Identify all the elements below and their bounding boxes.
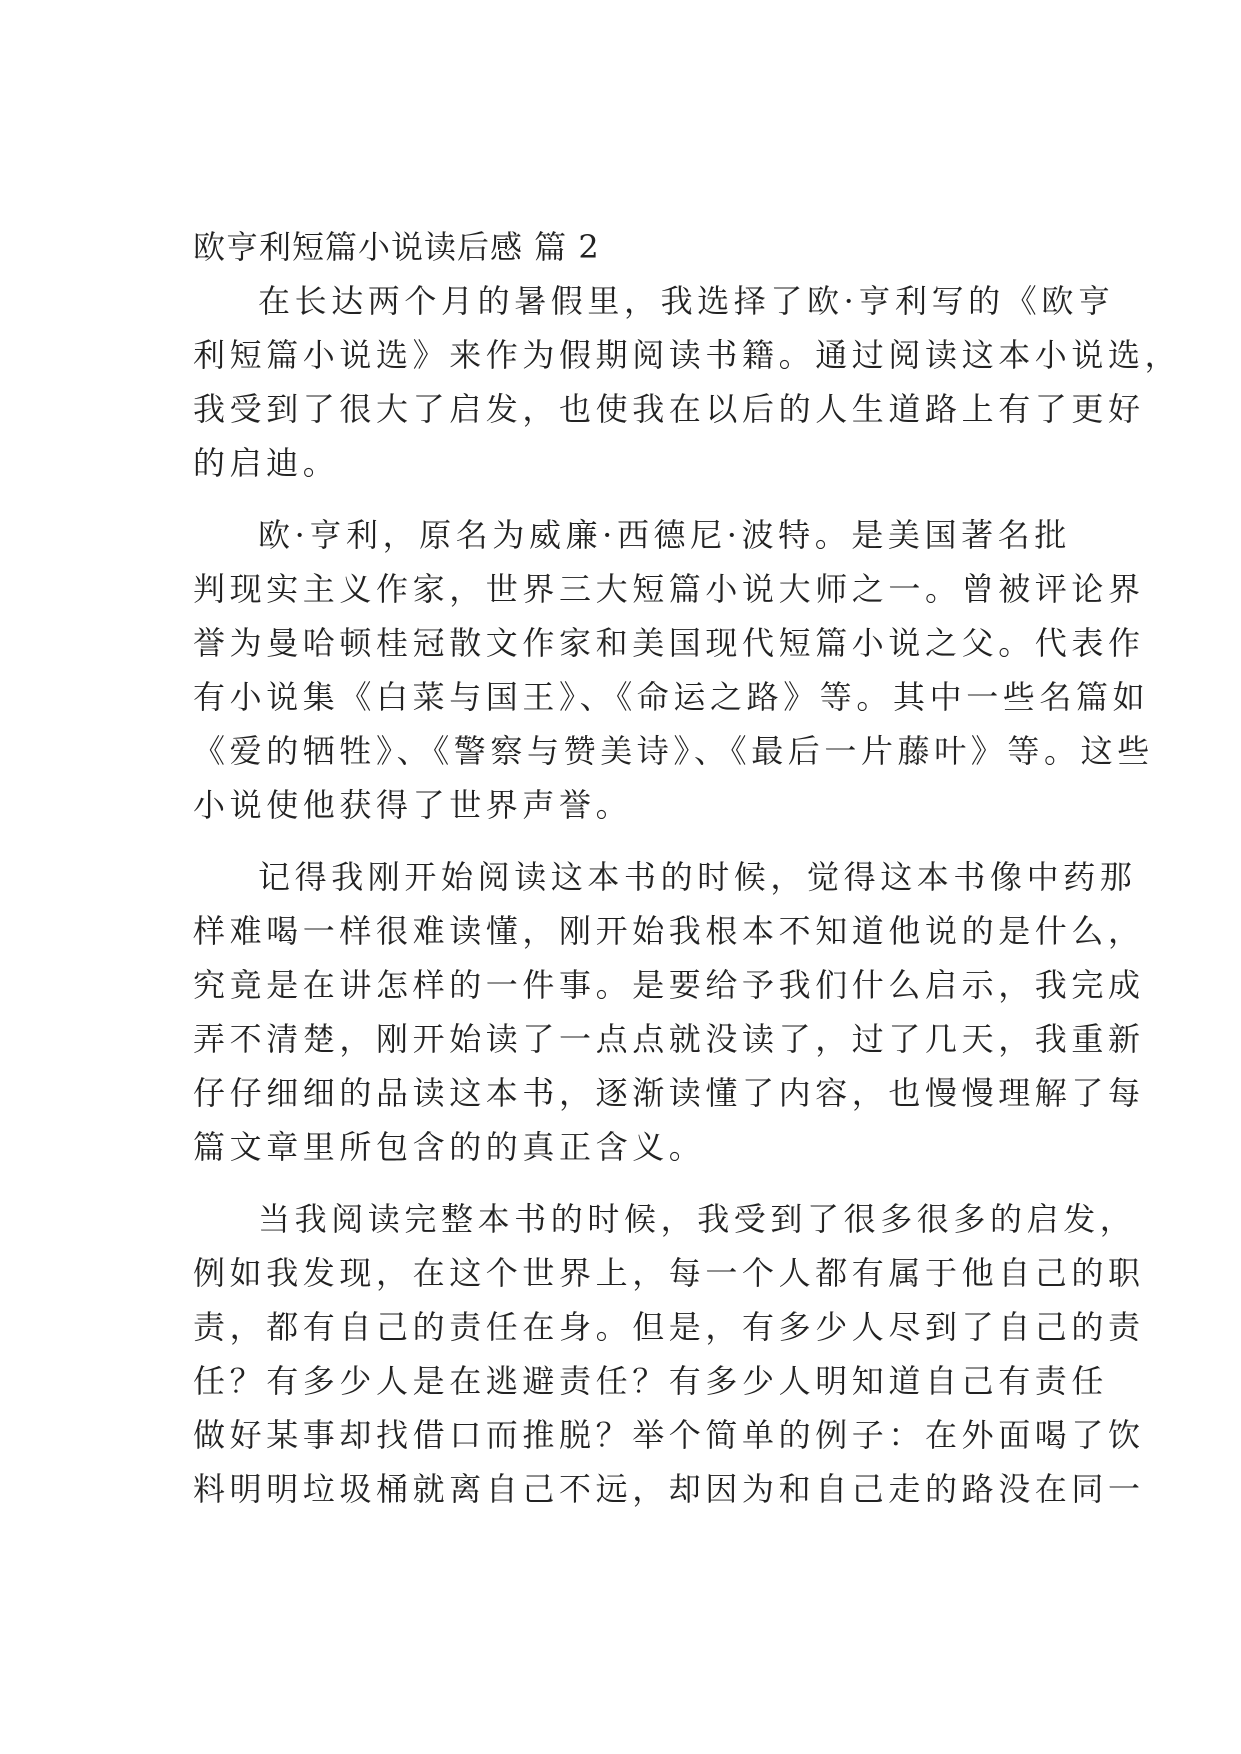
paragraph-line: 誉为曼哈顿桂冠散文作家和美国现代短篇小说之父。代表作 bbox=[193, 624, 1145, 662]
paragraph-line: 责，都有自己的责任在身。但是，有多少人尽到了自己的责 bbox=[193, 1308, 1145, 1346]
paragraph-line: 仔仔细细的品读这本书，逐渐读懂了内容，也慢慢理解了每 bbox=[193, 1074, 1145, 1112]
paragraph-line: 弄不清楚，刚开始读了一点点就没读了，过了几天，我重新 bbox=[193, 1020, 1145, 1058]
paragraph-line: 篇文章里所包含的的真正含义。 bbox=[193, 1128, 706, 1166]
paragraph-line: 任？有多少人是在逃避责任？有多少人明知道自己有责任 bbox=[193, 1362, 1109, 1400]
paragraph-line: 究竟是在讲怎样的一件事。是要给予我们什么启示，我完成 bbox=[193, 966, 1145, 1004]
paragraph-line: 有小说集《白菜与国王》、《命运之路》等。其中一些名篇如 bbox=[193, 678, 1150, 716]
paragraph-line: 例如我发现，在这个世界上，每一个人都有属于他自己的职 bbox=[193, 1254, 1145, 1292]
paragraph-line: 《爱的牺牲》、《警察与赞美诗》、《最后一片藤叶》等。这些 bbox=[193, 732, 1154, 770]
document-title: 欧亨利短篇小说读后感 篇 2 bbox=[193, 228, 600, 266]
paragraph-line: 小说使他获得了世界声誉。 bbox=[193, 786, 633, 824]
paragraph-line: 我受到了很大了启发，也使我在以后的人生道路上有了更好 bbox=[193, 390, 1145, 428]
paragraph-line: 做好某事却找借口而推脱？举个简单的例子：在外面喝了饮 bbox=[193, 1416, 1145, 1454]
paragraph-line: 记得我刚开始阅读这本书的时候，觉得这本书像中药那 bbox=[258, 858, 1137, 896]
paragraph-line: 当我阅读完整本书的时候，我受到了很多很多的启发， bbox=[258, 1200, 1137, 1238]
paragraph-line: 判现实主义作家，世界三大短篇小说大师之一。曾被评论界 bbox=[193, 570, 1145, 608]
paragraph-line: 的启迪。 bbox=[193, 444, 340, 482]
paragraph-line: 样难喝一样很难读懂，刚开始我根本不知道他说的是什么， bbox=[193, 912, 1145, 950]
paragraph-line: 利短篇小说选》来作为假期阅读书籍。通过阅读这本小说选， bbox=[193, 336, 1182, 374]
paragraph-line: 在长达两个月的暑假里，我选择了欧·亨利写的《欧亨 bbox=[258, 282, 1115, 320]
paragraph-line: 料明明垃圾桶就离自己不远，却因为和自己走的路没在同一 bbox=[193, 1470, 1145, 1508]
paragraph-line: 欧·亨利，原名为威廉·西德尼·波特。是美国著名批 bbox=[258, 516, 1071, 554]
